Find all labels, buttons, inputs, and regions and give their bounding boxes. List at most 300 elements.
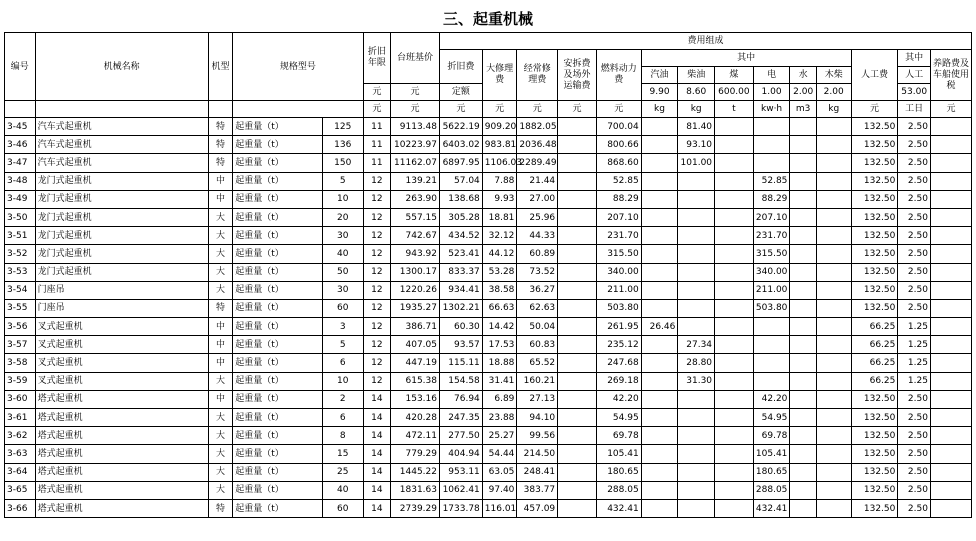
- cell-type: 特: [208, 499, 232, 517]
- price-wood: 2.00: [816, 84, 851, 101]
- cell-wood: [816, 390, 851, 408]
- cell-fuel: 207.10: [596, 208, 641, 226]
- cell-water: [790, 281, 816, 299]
- cell-base: 263.90: [391, 190, 440, 208]
- cell-water: [790, 427, 816, 445]
- cell-elec: [753, 136, 790, 154]
- cell-base: 472.11: [391, 427, 440, 445]
- cell-spec: 起重量（t）: [233, 354, 323, 372]
- cell-type: 大: [208, 245, 232, 263]
- cell-tax: [930, 354, 971, 372]
- cell-elec: 52.85: [753, 172, 790, 190]
- cell-major: 18.81: [482, 208, 517, 226]
- cell-major: 116.01: [482, 499, 517, 517]
- cell-tax: [930, 118, 971, 136]
- cell-regular: 2036.48: [517, 136, 558, 154]
- cell-diesel: [678, 245, 715, 263]
- cell-coal: [715, 227, 754, 245]
- cell-labor: 2.50: [898, 190, 931, 208]
- cell-spec: 起重量（t）: [233, 499, 323, 517]
- unit-base-row: 元: [391, 101, 440, 118]
- cell-water: [790, 208, 816, 226]
- cell-base: 407.05: [391, 336, 440, 354]
- cell-gasoline: [641, 463, 678, 481]
- cell-labor-fee: 132.50: [851, 154, 898, 172]
- table-body: [5, 118, 972, 518]
- cell-regular: 25.96: [517, 208, 558, 226]
- cell-years: 14: [363, 390, 391, 408]
- cell-major: 53.28: [482, 263, 517, 281]
- cell-code: 3-53: [5, 263, 36, 281]
- cell-water: [790, 245, 816, 263]
- cell-tax: [930, 481, 971, 499]
- price-diesel: 8.60: [678, 84, 715, 101]
- cell-tax: [930, 172, 971, 190]
- cell-base: 557.15: [391, 208, 440, 226]
- cell-diesel: 93.10: [678, 136, 715, 154]
- cell-major: 25.27: [482, 427, 517, 445]
- cell-tax: [930, 427, 971, 445]
- cell-gasoline: [641, 427, 678, 445]
- cell-years: 14: [363, 409, 391, 427]
- cell-labor: 2.50: [898, 172, 931, 190]
- cell-depr: 434.52: [440, 227, 483, 245]
- cell-water: [790, 136, 816, 154]
- table-row: [5, 136, 972, 154]
- col-of-which2: 其中: [898, 50, 931, 67]
- cell-coal: [715, 299, 754, 317]
- cell-name: 塔式起重机: [35, 427, 208, 445]
- cell-elec: [753, 118, 790, 136]
- cell-type: 大: [208, 481, 232, 499]
- cell-fuel: 231.70: [596, 227, 641, 245]
- cell-install: [558, 481, 597, 499]
- cell-years: 12: [363, 318, 391, 336]
- cell-years: 14: [363, 463, 391, 481]
- cell-spec: 起重量（t）: [233, 427, 323, 445]
- cell-labor-fee: 132.50: [851, 390, 898, 408]
- cell-elec: 207.10: [753, 208, 790, 226]
- cell-code: 3-50: [5, 208, 36, 226]
- cell-type: 大: [208, 372, 232, 390]
- cell-gasoline: [641, 263, 678, 281]
- cell-depr: 523.41: [440, 245, 483, 263]
- unit-diesel: kg: [678, 101, 715, 118]
- col-name: 机械名称: [35, 33, 208, 101]
- cell-type: 大: [208, 227, 232, 245]
- cell-regular: 214.50: [517, 445, 558, 463]
- cell-gasoline: [641, 390, 678, 408]
- cell-regular: 60.89: [517, 245, 558, 263]
- cell-spec: 起重量（t）: [233, 208, 323, 226]
- cell-code: 3-45: [5, 118, 36, 136]
- unit-labor-fee: 元: [851, 101, 898, 118]
- cell-name: 塔式起重机: [35, 463, 208, 481]
- cell-depr: 6897.95: [440, 154, 483, 172]
- cell-size: 50: [322, 263, 363, 281]
- cell-name: 塔式起重机: [35, 409, 208, 427]
- fixed-label: 定额: [440, 84, 483, 101]
- cell-labor: 1.25: [898, 354, 931, 372]
- price-water: 2.00: [790, 84, 816, 101]
- col-labor: 人工: [898, 67, 931, 84]
- cell-major: 23.88: [482, 409, 517, 427]
- col-road-tax: 养路费及车船使用税: [930, 50, 971, 101]
- cell-code: 3-59: [5, 372, 36, 390]
- cell-major: 44.12: [482, 245, 517, 263]
- cell-spec: 起重量（t）: [233, 409, 323, 427]
- cell-gasoline: [641, 354, 678, 372]
- cell-regular: 27.00: [517, 190, 558, 208]
- unit-wood: kg: [816, 101, 851, 118]
- cell-wood: [816, 136, 851, 154]
- cell-gasoline: [641, 445, 678, 463]
- cell-wood: [816, 227, 851, 245]
- cell-labor-fee: 132.50: [851, 263, 898, 281]
- cell-spec: 起重量（t）: [233, 281, 323, 299]
- cell-gasoline: [641, 499, 678, 517]
- unit-water: m3: [790, 101, 816, 118]
- cell-base: 1445.22: [391, 463, 440, 481]
- cell-tax: [930, 154, 971, 172]
- cell-type: 大: [208, 427, 232, 445]
- cell-wood: [816, 263, 851, 281]
- cell-gasoline: [641, 281, 678, 299]
- cell-spec: 起重量（t）: [233, 445, 323, 463]
- cell-diesel: [678, 409, 715, 427]
- cell-type: 大: [208, 409, 232, 427]
- cell-coal: [715, 281, 754, 299]
- table-row: [5, 445, 972, 463]
- price-labor: 53.00: [898, 84, 931, 101]
- cell-water: [790, 190, 816, 208]
- cell-code: 3-51: [5, 227, 36, 245]
- cell-labor-fee: 132.50: [851, 427, 898, 445]
- cell-water: [790, 390, 816, 408]
- cell-tax: [930, 227, 971, 245]
- cell-elec: [753, 318, 790, 336]
- cell-depr: 93.57: [440, 336, 483, 354]
- cell-coal: [715, 481, 754, 499]
- cell-depr: 833.37: [440, 263, 483, 281]
- cell-water: [790, 463, 816, 481]
- cell-years: 12: [363, 336, 391, 354]
- cell-name: 汽车式起重机: [35, 136, 208, 154]
- cell-spec: 起重量（t）: [233, 118, 323, 136]
- cell-labor-fee: 132.50: [851, 208, 898, 226]
- cell-labor-fee: 132.50: [851, 299, 898, 317]
- cell-labor-fee: 132.50: [851, 409, 898, 427]
- cell-tax: [930, 409, 971, 427]
- cell-type: 中: [208, 172, 232, 190]
- cell-water: [790, 499, 816, 517]
- cell-spec: 起重量（t）: [233, 336, 323, 354]
- cell-regular: 94.10: [517, 409, 558, 427]
- cell-labor: 2.50: [898, 499, 931, 517]
- cell-regular: 65.52: [517, 354, 558, 372]
- cell-tax: [930, 190, 971, 208]
- cell-years: 11: [363, 118, 391, 136]
- unit-install: 元: [558, 101, 597, 118]
- cell-labor: 2.50: [898, 390, 931, 408]
- cell-years: 12: [363, 245, 391, 263]
- cell-tax: [930, 499, 971, 517]
- cell-base: 447.19: [391, 354, 440, 372]
- table-row: [5, 227, 972, 245]
- cell-spec: 起重量（t）: [233, 172, 323, 190]
- col-code: 编号: [5, 33, 36, 101]
- cell-name: 龙门式起重机: [35, 245, 208, 263]
- cell-base: 1300.17: [391, 263, 440, 281]
- cell-elec: 432.41: [753, 499, 790, 517]
- cell-years: 12: [363, 354, 391, 372]
- cell-install: [558, 354, 597, 372]
- cell-regular: 457.09: [517, 499, 558, 517]
- cell-labor: 2.50: [898, 299, 931, 317]
- table-row: [5, 245, 972, 263]
- cell-labor-fee: 132.50: [851, 281, 898, 299]
- cell-size: 125: [322, 118, 363, 136]
- cell-major: 9.93: [482, 190, 517, 208]
- cell-base: 139.21: [391, 172, 440, 190]
- table-row: [5, 336, 972, 354]
- cell-tax: [930, 445, 971, 463]
- cell-spec: 起重量（t）: [233, 318, 323, 336]
- unit-regular: 元: [517, 101, 558, 118]
- table-row: [5, 299, 972, 317]
- cell-fuel: 503.80: [596, 299, 641, 317]
- cell-regular: 60.83: [517, 336, 558, 354]
- cell-wood: [816, 281, 851, 299]
- col-water: 水: [790, 67, 816, 84]
- cell-size: 40: [322, 245, 363, 263]
- cell-code: 3-66: [5, 499, 36, 517]
- cell-fuel: 42.20: [596, 390, 641, 408]
- cell-base: 1220.26: [391, 281, 440, 299]
- cell-wood: [816, 154, 851, 172]
- cell-years: 12: [363, 372, 391, 390]
- cell-size: 10: [322, 372, 363, 390]
- col-regular-repair: 经常修理费: [517, 50, 558, 101]
- cell-size: 10: [322, 190, 363, 208]
- cell-size: 20: [322, 208, 363, 226]
- cell-tax: [930, 208, 971, 226]
- cell-elec: 315.50: [753, 245, 790, 263]
- cell-install: [558, 390, 597, 408]
- cell-regular: 73.52: [517, 263, 558, 281]
- cell-diesel: 31.30: [678, 372, 715, 390]
- cell-wood: [816, 463, 851, 481]
- col-base-price: 台班基价: [391, 33, 440, 84]
- table-row: [5, 499, 972, 517]
- cell-major: 31.41: [482, 372, 517, 390]
- price-gasoline: 9.90: [641, 84, 678, 101]
- cell-regular: 62.63: [517, 299, 558, 317]
- cell-name: 叉式起重机: [35, 372, 208, 390]
- cell-fuel: 247.68: [596, 354, 641, 372]
- cell-water: [790, 263, 816, 281]
- cell-gasoline: [641, 409, 678, 427]
- cell-install: [558, 409, 597, 427]
- cell-major: 66.63: [482, 299, 517, 317]
- cell-labor: 2.50: [898, 481, 931, 499]
- cell-water: [790, 336, 816, 354]
- col-labor-fee: 人工费: [851, 50, 898, 101]
- cell-water: [790, 409, 816, 427]
- cell-labor: 2.50: [898, 445, 931, 463]
- cell-regular: 383.77: [517, 481, 558, 499]
- cell-wood: [816, 354, 851, 372]
- cell-spec: 起重量（t）: [233, 481, 323, 499]
- cell-install: [558, 172, 597, 190]
- cell-labor-fee: 66.25: [851, 372, 898, 390]
- cell-name: 塔式起重机: [35, 499, 208, 517]
- cell-labor-fee: 132.50: [851, 172, 898, 190]
- cell-depr: 934.41: [440, 281, 483, 299]
- cell-base: 943.92: [391, 245, 440, 263]
- cell-coal: [715, 154, 754, 172]
- cell-elec: 340.00: [753, 263, 790, 281]
- table-row: [5, 208, 972, 226]
- table-row: [5, 118, 972, 136]
- cell-depr: 5622.19: [440, 118, 483, 136]
- cell-years: 12: [363, 227, 391, 245]
- cell-size: 5: [322, 172, 363, 190]
- table-row: [5, 354, 972, 372]
- cell-type: 大: [208, 463, 232, 481]
- cell-code: 3-57: [5, 336, 36, 354]
- table-row: [5, 318, 972, 336]
- cell-elec: [753, 336, 790, 354]
- cell-spec: 起重量（t）: [233, 245, 323, 263]
- cell-elec: 503.80: [753, 299, 790, 317]
- cell-fuel: 340.00: [596, 263, 641, 281]
- cell-coal: [715, 190, 754, 208]
- cell-diesel: [678, 390, 715, 408]
- cell-base: 153.16: [391, 390, 440, 408]
- cell-spec: 起重量（t）: [233, 463, 323, 481]
- cell-labor-fee: 132.50: [851, 463, 898, 481]
- cell-regular: 44.33: [517, 227, 558, 245]
- cell-regular: 248.41: [517, 463, 558, 481]
- cell-size: 25: [322, 463, 363, 481]
- cell-major: 6.89: [482, 390, 517, 408]
- cell-coal: [715, 427, 754, 445]
- cell-depr: 115.11: [440, 354, 483, 372]
- cell-major: 18.88: [482, 354, 517, 372]
- cell-size: 136: [322, 136, 363, 154]
- cell-code: 3-49: [5, 190, 36, 208]
- cell-install: [558, 299, 597, 317]
- col-gasoline: 汽油: [641, 67, 678, 84]
- cell-labor: 2.50: [898, 281, 931, 299]
- cell-name: 龙门式起重机: [35, 263, 208, 281]
- cell-wood: [816, 318, 851, 336]
- cell-diesel: 101.00: [678, 154, 715, 172]
- cell-major: 63.05: [482, 463, 517, 481]
- cell-wood: [816, 499, 851, 517]
- cell-install: [558, 190, 597, 208]
- cell-labor: 2.50: [898, 463, 931, 481]
- unit-gasoline: kg: [641, 101, 678, 118]
- table-row: [5, 390, 972, 408]
- cell-gasoline: 26.46: [641, 318, 678, 336]
- cell-install: [558, 445, 597, 463]
- cell-elec: 105.41: [753, 445, 790, 463]
- unit-code: [5, 101, 36, 118]
- cell-labor-fee: 132.50: [851, 227, 898, 245]
- cell-years: 12: [363, 208, 391, 226]
- cell-fuel: 288.05: [596, 481, 641, 499]
- cell-diesel: [678, 318, 715, 336]
- cell-name: 汽车式起重机: [35, 118, 208, 136]
- cell-gasoline: [641, 136, 678, 154]
- cell-gasoline: [641, 245, 678, 263]
- cell-code: 3-55: [5, 299, 36, 317]
- cell-years: 11: [363, 136, 391, 154]
- cell-coal: [715, 336, 754, 354]
- cell-code: 3-64: [5, 463, 36, 481]
- cell-size: 30: [322, 281, 363, 299]
- cell-coal: [715, 263, 754, 281]
- cell-code: 3-54: [5, 281, 36, 299]
- cell-base: 742.67: [391, 227, 440, 245]
- cell-labor: 2.50: [898, 136, 931, 154]
- cell-install: [558, 136, 597, 154]
- cell-name: 龙门式起重机: [35, 172, 208, 190]
- cell-depr: 953.11: [440, 463, 483, 481]
- cell-diesel: [678, 208, 715, 226]
- cell-years: 14: [363, 445, 391, 463]
- cell-size: 60: [322, 299, 363, 317]
- cell-tax: [930, 281, 971, 299]
- col-coal: 煤: [715, 67, 754, 84]
- col-electricity: 电: [753, 67, 790, 84]
- cell-water: [790, 154, 816, 172]
- cell-name: 叉式起重机: [35, 336, 208, 354]
- cell-fuel: 211.00: [596, 281, 641, 299]
- cell-base: 615.38: [391, 372, 440, 390]
- cell-labor-fee: 132.50: [851, 190, 898, 208]
- cell-fuel: 180.65: [596, 463, 641, 481]
- cell-labor-fee: 66.25: [851, 354, 898, 372]
- cell-code: 3-56: [5, 318, 36, 336]
- cell-regular: 160.21: [517, 372, 558, 390]
- cell-size: 40: [322, 481, 363, 499]
- cell-depr: 154.58: [440, 372, 483, 390]
- cell-wood: [816, 481, 851, 499]
- cell-code: 3-63: [5, 445, 36, 463]
- cell-base: 1831.63: [391, 481, 440, 499]
- cell-wood: [816, 118, 851, 136]
- col-diesel: 柴油: [678, 67, 715, 84]
- cell-years: 14: [363, 481, 391, 499]
- cell-coal: [715, 409, 754, 427]
- cell-fuel: 88.29: [596, 190, 641, 208]
- cell-labor-fee: 132.50: [851, 499, 898, 517]
- cell-gasoline: [641, 372, 678, 390]
- cell-name: 龙门式起重机: [35, 227, 208, 245]
- cell-diesel: [678, 263, 715, 281]
- cell-water: [790, 481, 816, 499]
- cell-tax: [930, 263, 971, 281]
- cell-diesel: [678, 499, 715, 517]
- col-of-which: 其中: [641, 50, 851, 67]
- unit-labor: 工日: [898, 101, 931, 118]
- table-row: [5, 481, 972, 499]
- cell-coal: [715, 372, 754, 390]
- cell-size: 6: [322, 354, 363, 372]
